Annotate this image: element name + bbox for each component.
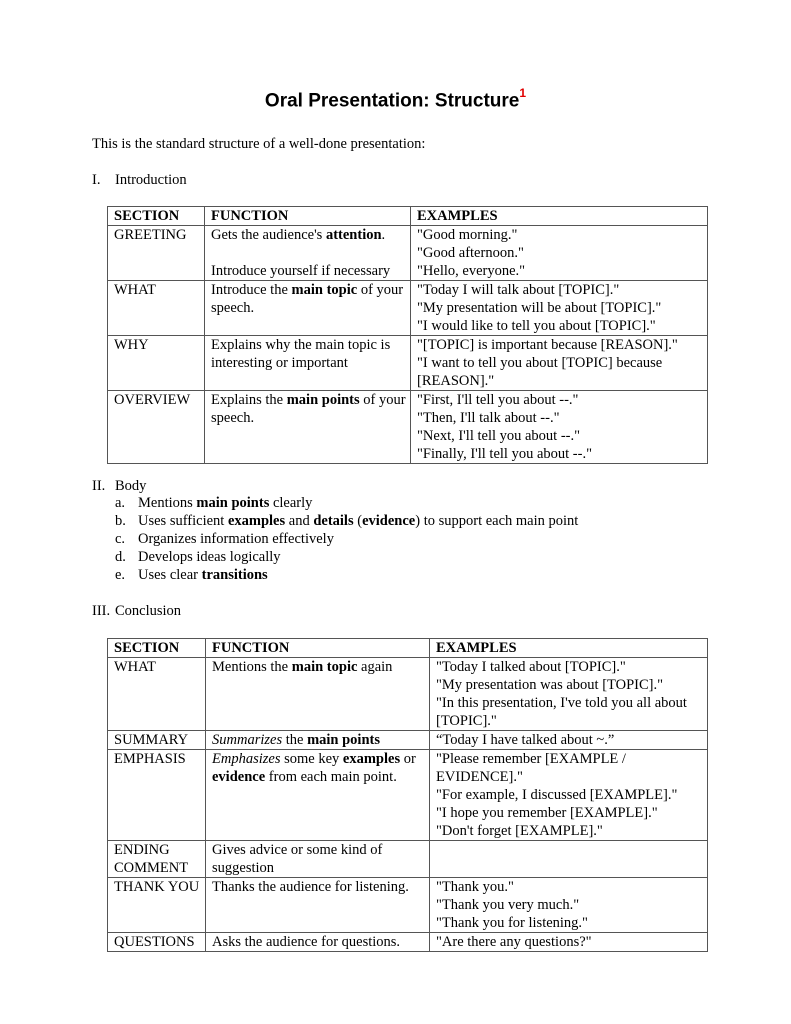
table-row	[108, 281, 708, 336]
body-list-item: e. Uses clear transitions	[115, 567, 268, 583]
row-section: QUESTIONS	[108, 933, 206, 952]
row-examples: "Thank you." "Thank you very much." "Thank you for listening."	[430, 878, 708, 933]
row-function: Gets the audience's attention. Introduce yourself if necessary	[205, 226, 411, 281]
section-heading-introduction: I. Introduction	[92, 172, 187, 188]
header-function: FUNCTION	[205, 207, 411, 226]
intro-text: This is the standard structure of a well-done presentation:	[92, 136, 426, 152]
section-heading-conclusion: III. Conclusion	[92, 603, 182, 619]
row-function: Thanks the audience for listening.	[206, 878, 430, 933]
row-function: Asks the audience for questions.	[206, 933, 430, 952]
row-section: WHY	[108, 336, 205, 391]
row-section: ENDING COMMENT	[108, 841, 206, 878]
row-function: Introduce the main topic of your speech.	[205, 281, 411, 336]
row-function: Explains the main points of your speech.	[205, 391, 411, 464]
row-section: WHAT	[108, 281, 205, 336]
row-function: Emphasizes some key examples or evidence from each main point.	[206, 750, 430, 841]
row-section: THANK YOU	[108, 878, 206, 933]
table-row	[108, 878, 708, 933]
table-row	[108, 658, 708, 731]
header-examples: EXAMPLES	[411, 207, 708, 226]
table-row	[108, 750, 708, 841]
row-examples: "Please remember [EXAMPLE / EVIDENCE]." "For example, I discussed [EXAMPLE]." "I hope you remember [EXAMPLE]." "Don't forget [EXAMPLE]."	[430, 750, 708, 841]
footnote-marker: 1	[519, 86, 527, 100]
table-header-row	[108, 639, 708, 658]
row-examples: "Today I will talk about [TOPIC]." "My presentation will be about [TOPIC]." "I would like to tell you about [TOPIC]."	[411, 281, 708, 336]
section-heading-body: II. Body	[92, 478, 147, 494]
table-row	[108, 841, 708, 878]
row-section: OVERVIEW	[108, 391, 205, 464]
row-function: Summarizes the main points	[206, 731, 430, 750]
row-examples: "First, I'll tell you about --." "Then, I'll talk about --." "Next, I'll tell you about --." "Finally, I'll tell you about --."	[411, 391, 708, 464]
header-examples: EXAMPLES	[430, 639, 708, 658]
row-section: GREETING	[108, 226, 205, 281]
header-section: SECTION	[108, 207, 205, 226]
header-section: SECTION	[108, 639, 206, 658]
row-examples: "Today I talked about [TOPIC]." "My presentation was about [TOPIC]." "In this presentation, I've told you all about [TOPIC]."	[430, 658, 708, 731]
body-list-item: d. Develops ideas logically	[115, 549, 281, 565]
row-examples: "Are there any questions?"	[430, 933, 708, 952]
table-row	[108, 336, 708, 391]
table-header-row	[108, 207, 708, 226]
header-function: FUNCTION	[206, 639, 430, 658]
body-list-item: b. Uses sufficient examples and details (evidence) to support each main point	[115, 513, 579, 529]
body-list-item: c. Organizes information effectively	[115, 531, 334, 547]
table-row	[108, 391, 708, 464]
row-section: SUMMARY	[108, 731, 206, 750]
page-title: Oral Presentation: Structure$^1$	[264, 86, 527, 112]
conclusion-table	[107, 638, 708, 952]
row-examples	[430, 841, 708, 878]
body-list-item: a. Mentions main points clearly	[115, 495, 313, 511]
row-function: Gives advice or some kind of suggestion	[206, 841, 430, 878]
row-function: Mentions the main topic again	[206, 658, 430, 731]
row-examples: “Today I have talked about ~.”	[430, 731, 708, 750]
table-row	[108, 933, 708, 952]
table-row	[108, 226, 708, 281]
row-examples: "[TOPIC] is important because [REASON]." "I want to tell you about [TOPIC] because [REASON]."	[411, 336, 708, 391]
row-function: Explains why the main topic is interesting or important	[205, 336, 411, 391]
row-section: WHAT	[108, 658, 206, 731]
body-list	[115, 494, 578, 584]
introduction-table	[107, 206, 708, 464]
table-row	[108, 731, 708, 750]
row-examples: "Good morning." "Good afternoon." "Hello, everyone."	[411, 226, 708, 281]
row-section: EMPHASIS	[108, 750, 206, 841]
